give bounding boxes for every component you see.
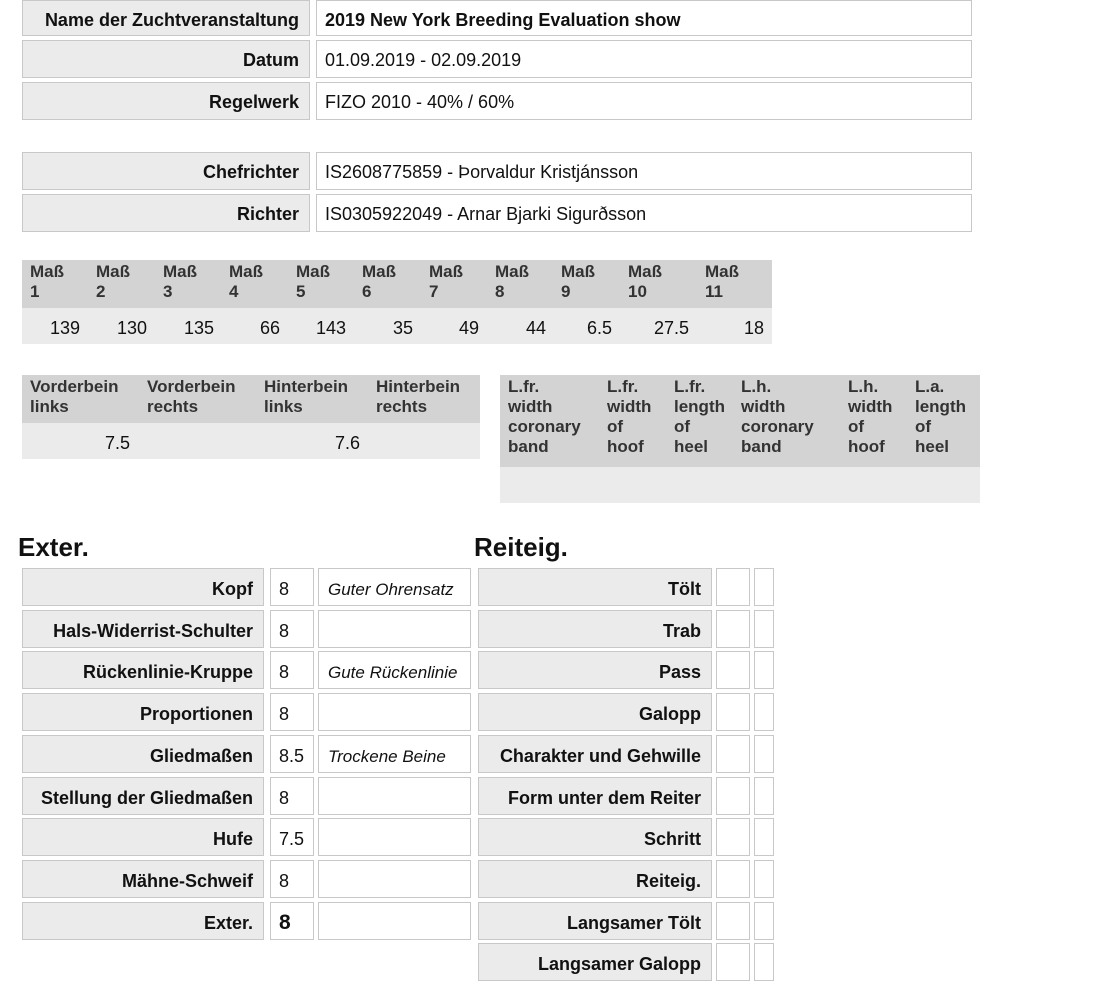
exterior-score: 8 (270, 860, 314, 898)
hoof-header: L.a. length of heel (915, 377, 966, 456)
measurement-header: Maß 9 (561, 262, 595, 301)
exterior-comment (318, 860, 471, 898)
measurement-header: Maß 2 (96, 262, 130, 301)
leg-header: Hinterbein links (264, 377, 349, 416)
hoof-header: L.h. width of hoof (848, 377, 893, 456)
exterior-comment (318, 818, 471, 856)
exterior-score: 8 (270, 651, 314, 689)
riding-score (716, 860, 750, 898)
riding-comment (754, 651, 774, 689)
riding-comment (754, 693, 774, 731)
measurement-value: 6.5 (586, 318, 612, 338)
riding-comment (754, 735, 774, 773)
measurement-header: Maß 6 (362, 262, 396, 301)
hoof-header: L.h. width coronary band (741, 377, 814, 456)
event-date-label: Datum (22, 40, 310, 78)
riding-comment (754, 777, 774, 815)
riding-score (716, 568, 750, 606)
leg-header: Vorderbein links (30, 377, 119, 416)
exterior-title: Exter. (18, 532, 89, 562)
riding-comment (754, 610, 774, 648)
hoof-header: L.fr. width of hoof (607, 377, 652, 456)
exterior-trait-label: Stellung der Gliedmaßen (22, 777, 264, 815)
rules-label: Regelwerk (22, 82, 310, 120)
exterior-trait-label: Hals-Widerrist-Schulter (22, 610, 264, 648)
riding-trait-label: Galopp (478, 693, 712, 731)
measurement-header: Maß 10 (628, 262, 662, 301)
riding-score (716, 693, 750, 731)
hoof-value-row (500, 467, 980, 503)
hoof-header: L.fr. length of heel (674, 377, 725, 456)
exterior-score: 8 (270, 610, 314, 648)
measurement-value: 44 (525, 318, 546, 338)
exterior-comment (318, 610, 471, 648)
riding-trait-label: Form unter dem Reiter (478, 777, 712, 815)
exterior-score: 8 (270, 568, 314, 606)
riding-comment (754, 943, 774, 981)
measurement-value: 49 (458, 318, 479, 338)
exterior-comment: Trockene Beine (318, 735, 471, 773)
hoof-header: L.fr. width coronary band (508, 377, 581, 456)
chief-judge-value: IS2608775859 - Þorvaldur Kristjánsson (316, 152, 972, 190)
measurement-header: Maß 1 (30, 262, 64, 301)
riding-title: Reiteig. (474, 532, 568, 562)
measurement-value: 35 (392, 318, 413, 338)
exterior-score: 8 (270, 693, 314, 731)
measurement-header: Maß 5 (296, 262, 330, 301)
exterior-comment (318, 902, 471, 940)
exterior-trait-label: Mähne-Schweif (22, 860, 264, 898)
riding-score (716, 902, 750, 940)
measurement-value: 27.5 (653, 318, 689, 338)
exterior-trait-label: Gliedmaßen (22, 735, 264, 773)
measurement-header: Maß 3 (163, 262, 197, 301)
measurement-value: 143 (315, 318, 346, 338)
riding-comment (754, 568, 774, 606)
riding-score (716, 818, 750, 856)
riding-trait-label: Langsamer Tölt (478, 902, 712, 940)
rules-value: FIZO 2010 - 40% / 60% (316, 82, 972, 120)
event-name-label: Name der Zuchtveranstaltung (22, 0, 310, 36)
judge-label: Richter (22, 194, 310, 232)
exterior-score: 8 (270, 902, 314, 940)
riding-trait-label: Tölt (478, 568, 712, 606)
exterior-comment (318, 777, 471, 815)
leg-header: Hinterbein rechts (376, 377, 461, 416)
riding-score (716, 777, 750, 815)
leg-value: 7.6 (334, 433, 360, 453)
riding-comment (754, 860, 774, 898)
measurement-header: Maß 8 (495, 262, 529, 301)
riding-trait-label: Charakter und Gehwille (478, 735, 712, 773)
riding-trait-label: Reiteig. (478, 860, 712, 898)
riding-score (716, 651, 750, 689)
exterior-comment: Gute Rückenlinie (318, 651, 471, 689)
measurement-value: 139 (49, 318, 80, 338)
riding-score (716, 943, 750, 981)
riding-trait-label: Pass (478, 651, 712, 689)
riding-score (716, 610, 750, 648)
riding-comment (754, 902, 774, 940)
judge-value: IS0305922049 - Arnar Bjarki Sigurðsson (316, 194, 972, 232)
riding-score (716, 735, 750, 773)
exterior-trait-label: Hufe (22, 818, 264, 856)
riding-trait-label: Schritt (478, 818, 712, 856)
exterior-score: 8 (270, 777, 314, 815)
leg-header: Vorderbein rechts (147, 377, 236, 416)
riding-trait-label: Trab (478, 610, 712, 648)
exterior-comment: Guter Ohrensatz (318, 568, 471, 606)
riding-trait-label: Langsamer Galopp (478, 943, 712, 981)
exterior-comment (318, 693, 471, 731)
event-date-value: 01.09.2019 - 02.09.2019 (316, 40, 972, 78)
exterior-score: 8.5 (270, 735, 314, 773)
exterior-trait-label: Kopf (22, 568, 264, 606)
measurement-header: Maß 11 (705, 262, 739, 301)
measurement-header: Maß 4 (229, 262, 263, 301)
measurement-header: Maß 7 (429, 262, 463, 301)
event-name-value: 2019 New York Breeding Evaluation show (316, 0, 972, 36)
chief-judge-label: Chefrichter (22, 152, 310, 190)
exterior-trait-label: Rückenlinie-Kruppe (22, 651, 264, 689)
leg-value: 7.5 (104, 433, 130, 453)
exterior-score: 7.5 (270, 818, 314, 856)
measurement-value: 66 (259, 318, 280, 338)
measurement-value: 18 (743, 318, 764, 338)
exterior-trait-label: Proportionen (22, 693, 264, 731)
measurement-value: 130 (116, 318, 147, 338)
exterior-trait-label: Exter. (22, 902, 264, 940)
measurement-value: 135 (183, 318, 214, 338)
riding-comment (754, 818, 774, 856)
